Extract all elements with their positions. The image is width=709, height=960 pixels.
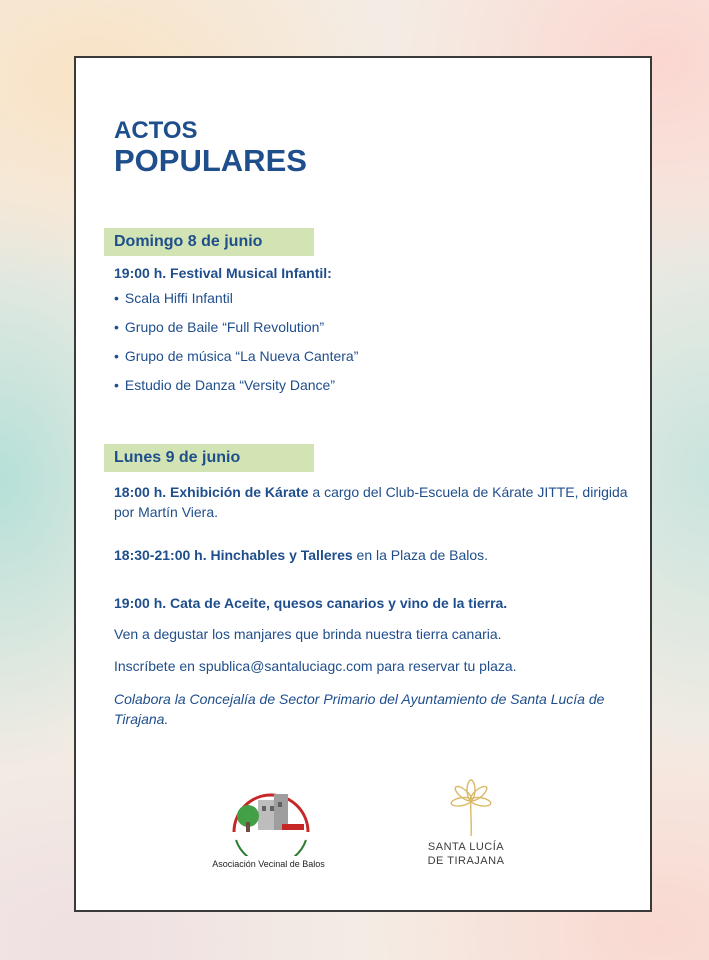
- santa-lucia-caption: [396, 840, 536, 868]
- karate-title: 18:00 h. Exhibición de Kárate: [114, 484, 309, 500]
- hinchables-title: 18:30-21:00 h. Hinchables y Talleres: [114, 547, 353, 563]
- list-item: • Grupo de Baile “Full Revolution”: [114, 317, 358, 346]
- karate-paragraph: [114, 482, 634, 522]
- inscribete-text: Inscríbete en spublica@santaluciagc.com para reservar tu plaza.: [114, 658, 517, 674]
- palm-tree-icon: [446, 778, 496, 836]
- title-line-2: POPULARES: [114, 143, 307, 178]
- santa-lucia-logo: [446, 778, 496, 841]
- list-item: • Scala Hiffi Infantil: [114, 288, 358, 317]
- balos-emblem-icon: [226, 782, 316, 856]
- day1-items-list: [114, 288, 358, 404]
- page-title: [114, 118, 307, 178]
- list-item: • Estudio de Danza “Versity Dance”: [114, 375, 358, 404]
- cata-title: 19:00 h. Cata de Aceite, quesos canarios y vino de la tierra.: [114, 595, 508, 611]
- santa-lucia-line-1: SANTA LUCÍA: [427, 841, 505, 853]
- hinchables-description: en la Plaza de Balos.: [352, 547, 489, 563]
- title-line-1: ACTOS: [114, 117, 198, 144]
- colabora-text: Colabora la Concejalía de Sector Primario del Ayuntamiento de Santa Lucía de Tirajana.: [114, 691, 605, 727]
- santa-lucia-line-2: DE TIRAJANA: [427, 855, 505, 867]
- day2-header: Lunes 9 de junio: [104, 444, 314, 472]
- hinchables-paragraph: [114, 545, 634, 565]
- balos-association-logo: [226, 782, 316, 861]
- karate-description: a cargo del Club-Escuela de Kárate JITTE, dirigida por Martín Viera.: [114, 484, 628, 520]
- list-item: • Grupo de música “La Nueva Cantera”: [114, 346, 358, 375]
- degustar-text: Ven a degustar los manjares que brinda nuestra tierra canaria.: [114, 626, 502, 642]
- poster-card: [74, 56, 652, 912]
- day1-event-title: 19:00 h. Festival Musical Infantil:: [114, 265, 332, 281]
- balos-caption: Asociación Vecinal de Balos: [212, 859, 325, 869]
- day1-header: Domingo 8 de junio: [104, 228, 314, 256]
